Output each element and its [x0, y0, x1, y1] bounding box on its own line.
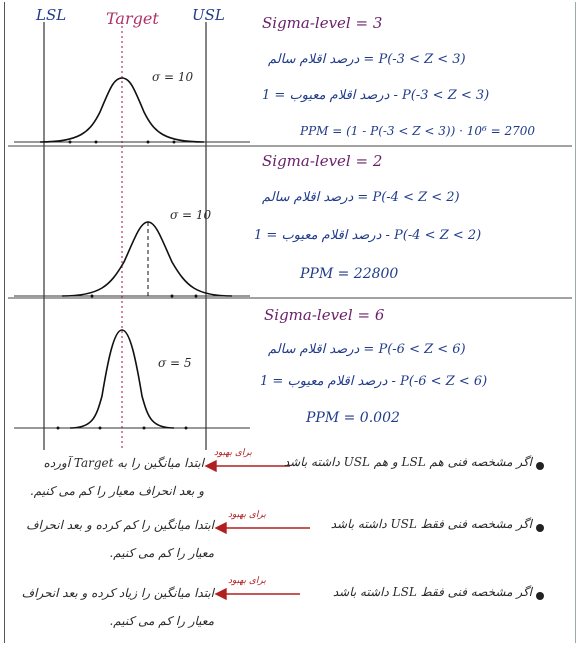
panel2-sigma-level: Sigma-level = 2 [262, 152, 383, 170]
note2-action-line2: معیار را کم می کنیم. [109, 546, 214, 560]
note3-condition: اگر مشخصه فنی فقط LSL داشته باشد [332, 585, 532, 599]
note2-action-line1: ابتدا میانگین را کم کرده و بعد انحراف [26, 518, 214, 532]
panel3-sigma-label: σ = 5 [158, 356, 192, 370]
panel1-sigma-label: σ = 10 [152, 70, 194, 84]
note1-action-line1: ابتدا میانگین را به Target آورده [43, 456, 204, 470]
note1-action-line2: و بعد انحراف معیار را کم می کنیم. [29, 484, 204, 498]
panel3-curve [70, 330, 174, 428]
usl-label: USL [192, 6, 225, 24]
note1-condition: اگر مشخصه فنی هم LSL و هم USL داشته باشد [283, 455, 532, 469]
panel1-good-formula: درصد اقلام سالم = P(-3 < Z < 3) [268, 52, 466, 67]
panel3-ppm: PPM = 0.002 [306, 410, 400, 426]
note3-action-line1: ابتدا میانگین را زیاد کرده و بعد انحراف [21, 586, 214, 600]
note3-bullet [536, 592, 544, 600]
panel3-sigma-level: Sigma-level = 6 [264, 306, 385, 324]
lsl-label: LSL [36, 6, 67, 24]
target-label: Target [106, 9, 159, 28]
panel1-defect-formula: درصد اقلام معیوب = 1 - P(-3 < Z < 3) [262, 88, 490, 103]
note2-bullet [536, 524, 544, 532]
panel1-ppm: PPM = (1 - P(-3 < Z < 3)) · 10⁶ = 2700 [300, 124, 536, 138]
note2-arrow-label: برای بهبود [228, 510, 266, 520]
panel3-defect-formula: درصد اقلام معیوب = 1 - P(-6 < Z < 6) [260, 374, 488, 389]
panel2-sigma-label: σ = 10 [170, 208, 212, 222]
panel3-good-formula: درصد اقلام سالم = P(-6 < Z < 6) [268, 342, 466, 357]
note2-condition: اگر مشخصه فنی فقط USL داشته باشد [330, 517, 532, 531]
panel1-sigma-level: Sigma-level = 3 [262, 14, 383, 32]
note3-arrow-label: برای بهبود [228, 576, 266, 586]
panel2-good-formula: درصد اقلام سالم = P(-4 < Z < 2) [262, 190, 460, 205]
panel2-defect-formula: درصد اقلام معیوب = 1 - P(-4 < Z < 2) [254, 228, 482, 243]
panel2-ppm: PPM = 22800 [300, 266, 399, 282]
note1-bullet [536, 462, 544, 470]
note3-action-line2: معیار را کم می کنیم. [109, 614, 214, 628]
note1-arrow-label: برای بهبود [214, 448, 252, 458]
